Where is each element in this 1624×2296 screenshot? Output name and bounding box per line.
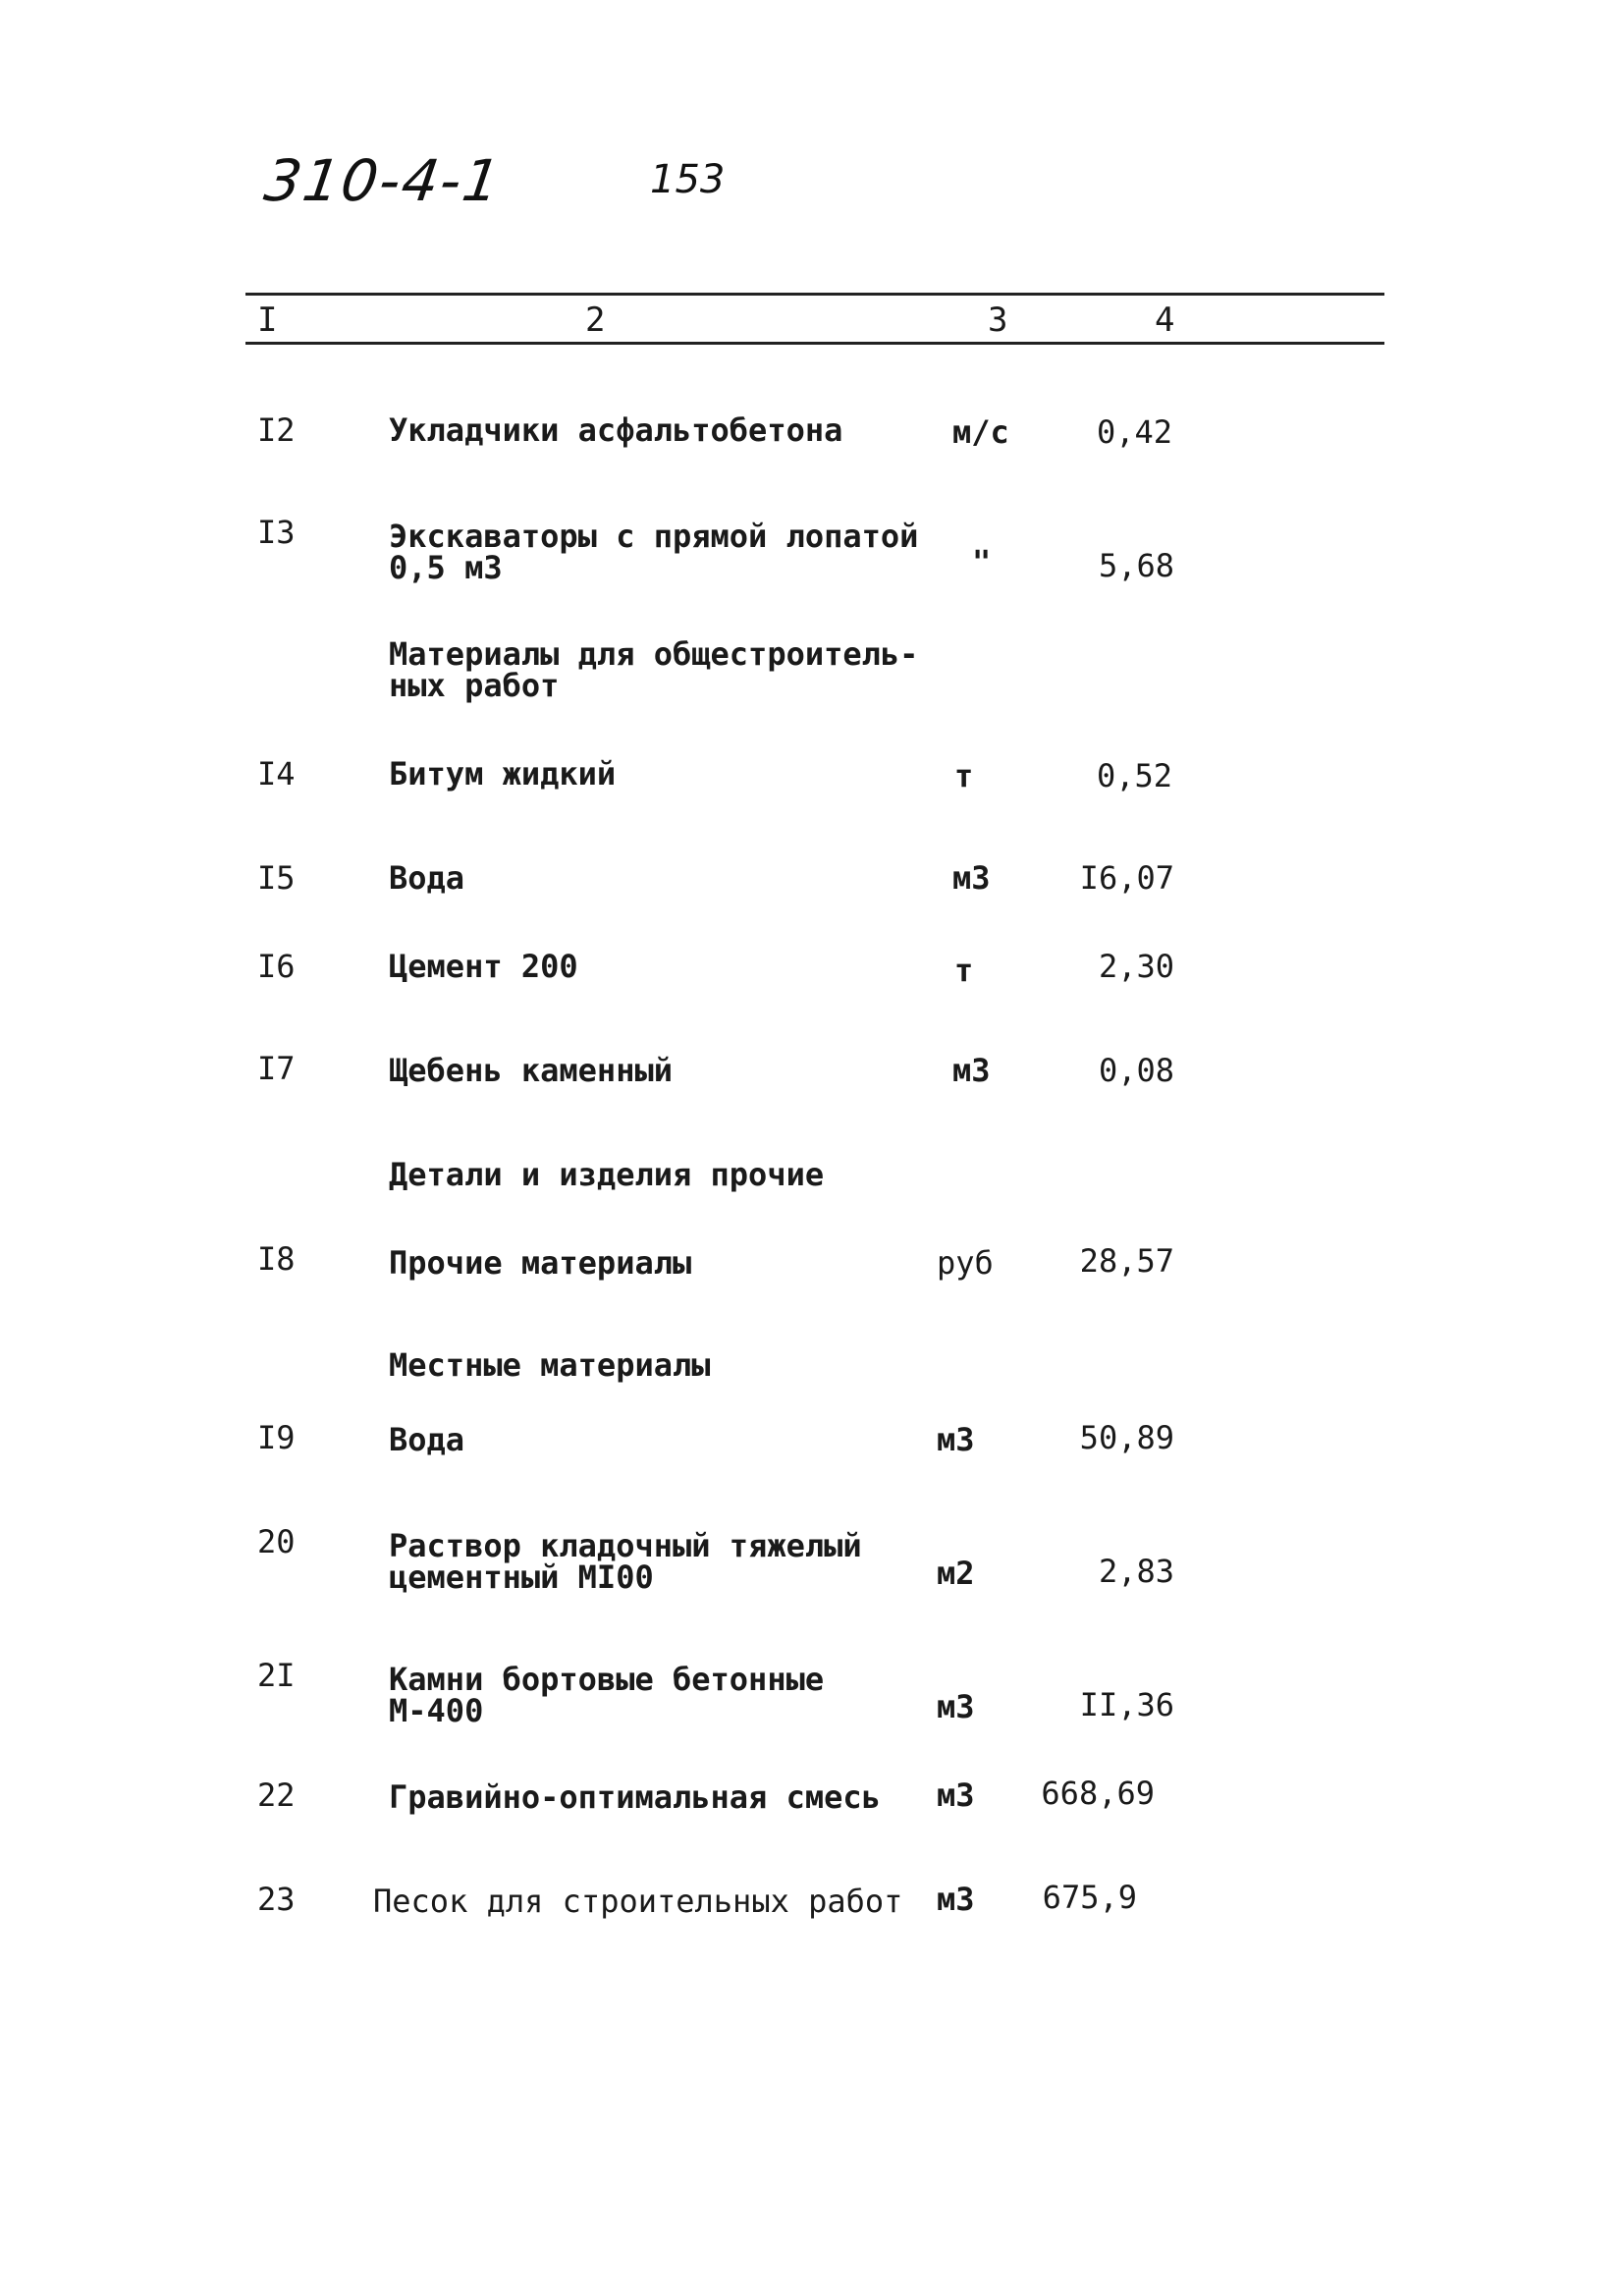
unit-cell: руб [937, 1244, 994, 1282]
value-cell: 2,30 [1098, 948, 1174, 985]
material-name: Укладчики асфальтобетона [389, 411, 843, 449]
table-top-rule [245, 293, 1384, 296]
value-cell: 2,83 [1098, 1553, 1174, 1590]
value-cell: 0,42 [1096, 413, 1172, 451]
material-name: Камни бортовые бетонные М-400 [389, 1661, 825, 1729]
unit-cell: т [954, 952, 974, 989]
section-title: Детали и изделия прочие [389, 1156, 825, 1193]
row-number: I5 [257, 859, 296, 897]
row-number: I7 [257, 1050, 296, 1087]
value-cell: 0,08 [1098, 1052, 1174, 1089]
material-name: Песок для строительных работ [373, 1883, 903, 1920]
value-cell: 28,57 [1079, 1242, 1174, 1280]
row-number: 23 [257, 1881, 296, 1918]
material-name: Раствор кладочный тяжелый цементный МI00 [389, 1527, 862, 1596]
row-number: I3 [257, 514, 296, 551]
page-number: 153 [650, 157, 726, 202]
material-name: Вода [389, 1421, 465, 1458]
material-name: Битум жидкий [389, 755, 617, 793]
row-number: 20 [257, 1523, 296, 1560]
value-cell: I6,07 [1079, 859, 1174, 897]
value-cell: 675,9 [1042, 1879, 1137, 1916]
row-number: 22 [257, 1777, 296, 1814]
column-header-2: 2 [585, 301, 606, 340]
value-cell: 668,69 [1041, 1775, 1155, 1812]
unit-cell: т [954, 757, 974, 794]
row-number: I2 [257, 411, 296, 449]
section-title: Материалы для общестроитель- ных работ [389, 635, 919, 704]
value-cell: 5,68 [1098, 547, 1174, 584]
material-name: Гравийно-оптимальная смесь [389, 1778, 881, 1816]
value-cell: 0,52 [1096, 757, 1172, 794]
table-header-rule [245, 342, 1384, 345]
document-code: 310-4-1 [260, 147, 507, 214]
unit-cell: м2 [937, 1555, 975, 1592]
unit-cell: м3 [937, 1421, 975, 1458]
row-number: 2I [257, 1657, 296, 1694]
row-number: I8 [257, 1240, 296, 1278]
column-header-3: 3 [988, 301, 1008, 340]
material-name: Прочие материалы [389, 1244, 692, 1282]
unit-cell: м3 [937, 1688, 975, 1725]
column-header-4: 4 [1155, 301, 1175, 340]
row-number: I9 [257, 1419, 296, 1456]
row-number: I6 [257, 948, 296, 985]
row-number: I4 [257, 755, 296, 793]
unit-cell: " [972, 543, 992, 580]
unit-cell: м3 [937, 1881, 975, 1918]
unit-cell: м3 [937, 1777, 975, 1814]
value-cell: II,36 [1079, 1686, 1174, 1723]
material-name: Вода [389, 859, 465, 897]
unit-cell: м/с [952, 413, 1009, 451]
unit-cell: м3 [952, 1052, 991, 1089]
material-name: Цемент 200 [389, 948, 578, 985]
material-name: Щебень каменный [389, 1052, 673, 1089]
material-name: Экскаваторы с прямой лопатой 0,5 м3 [389, 518, 919, 586]
section-title: Местные материалы [389, 1346, 711, 1384]
value-cell: 50,89 [1079, 1419, 1174, 1456]
unit-cell: м3 [952, 859, 991, 897]
column-header-1: I [257, 301, 278, 340]
